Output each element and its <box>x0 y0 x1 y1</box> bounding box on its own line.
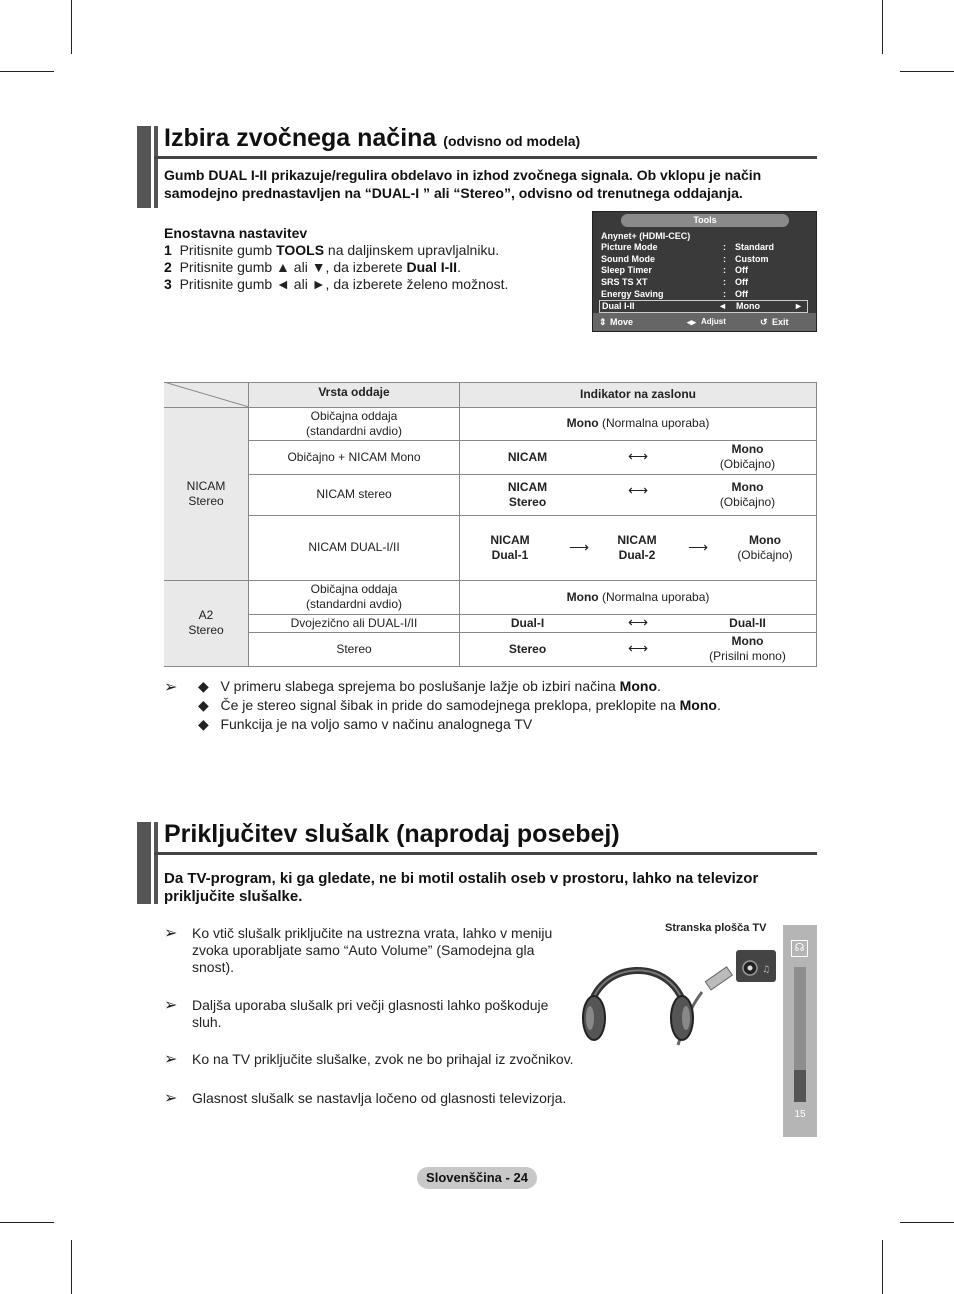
right-arrow-icon: ⟶ <box>688 539 709 555</box>
section-title-sound-mode: Izbira zvočnega načina (odvisno od modela) <box>164 124 581 152</box>
osd-footer: ⇕ Move ◂▸ Adjust ↺ Exit <box>593 313 816 331</box>
crop-mark <box>0 71 54 72</box>
indicator-value: Mono (Prisilni mono) <box>709 634 786 663</box>
table-row-type: Stereo <box>336 641 372 656</box>
step-item: 1 Pritisnite gumb TOOLS na daljinskem upravljalniku. <box>164 242 500 258</box>
section-rule <box>154 852 817 855</box>
note-item: Daljša uporaba slušalk pri večji glasnosti lahko poškoduje sluh. <box>192 997 549 1030</box>
indicator-value: Dual-I <box>510 615 545 630</box>
group-label-a2: A2 Stereo <box>188 608 224 637</box>
osd-row: Energy Saving : Off <box>601 289 748 299</box>
return-icon: ↺ <box>760 317 768 327</box>
volume-track <box>794 967 806 1102</box>
section-rule <box>154 156 817 159</box>
note-list <box>198 678 798 733</box>
note-item: Ko na TV priključite slušalke, zvok ne bo prihajal iz zvočnikov. <box>192 1051 574 1067</box>
section-title-headphones: Priključitev slušalk (naprodaj posebej) <box>164 820 620 848</box>
note-arrow-icon: ➢ <box>164 679 178 696</box>
note-item: ◆ V primeru slabega sprejema bo poslušanje lažje ob izbiri načina Mono. <box>198 678 661 694</box>
section-bar <box>154 822 158 904</box>
diamond-bullet-icon: ◆ <box>198 716 209 732</box>
steps-title: Enostavna nastavitev <box>164 225 308 241</box>
table-row-indicator: Mono (Normalna uporaba) <box>566 416 710 430</box>
double-arrow-icon: ⟷ <box>628 640 649 656</box>
indicator-value: Stereo <box>508 641 547 656</box>
osd-row: Sound Mode : Custom <box>601 254 769 264</box>
crop-mark <box>900 1222 954 1223</box>
note-item: ◆ Če je stereo signal šibak in pride do samodejnega preklopa, preklopite na Mono. <box>198 697 721 713</box>
section-bar <box>137 126 151 208</box>
note-arrow-icon: ➢ <box>164 1051 178 1068</box>
adjust-icon: ◂▸ <box>687 317 697 327</box>
note-item: Ko vtič slušalk priključite na ustrezna vrata, lahko v meniju zvoka uporabljate samo “Auto Volume” (Samodejna gla snost). <box>192 925 553 975</box>
diamond-bullet-icon: ◆ <box>198 697 209 713</box>
osd-row: Sleep Timer : Off <box>601 265 748 275</box>
indicator-value: NICAM Dual-2 <box>617 532 657 562</box>
header-broadcast-type: Vrsta oddaje <box>318 384 390 399</box>
indicator-value: Mono (Običajno) <box>719 479 776 509</box>
volume-fill <box>794 1070 806 1102</box>
table-row-type: NICAM stereo <box>316 487 392 501</box>
indicator-value: NICAM Stereo <box>507 479 548 509</box>
headphone-icon: ☊ <box>791 940 808 957</box>
osd-row-dual-selected[interactable]: Dual I-II ◄ Mono ► <box>599 300 808 313</box>
volume-value: 15 <box>794 1109 806 1120</box>
double-arrow-icon: ⟷ <box>628 614 649 630</box>
svg-text:♫: ♫ <box>762 965 771 975</box>
section-intro: Da TV-program, ki ga gledate, ne bi motil ostalih oseb v prostoru, lahko na televizor priključite slušalke. <box>164 870 759 905</box>
section-intro: Gumb DUAL I-II prikazuje/regulira obdelavo in izhod zvočnega signala. Ob vklopu je način samodejno prednastavljen na “DUAL-I ” ali “Stereo”, odvisno od trenutnega oddajanja. <box>164 167 762 201</box>
note-arrow-icon: ➢ <box>164 997 178 1014</box>
section-bar <box>154 126 158 208</box>
step-item: 3 Pritisnite gumb ◄ ali ►, da izberete želeno možnost. <box>164 276 509 292</box>
note-arrow-icon: ➢ <box>164 925 178 942</box>
note-item: Glasnost slušalk se nastavlja ločeno od glasnosti televizorja. <box>192 1090 567 1106</box>
crop-mark <box>900 71 954 72</box>
step-item: 2 Pritisnite gumb ▲ ali ▼, da izberete Dual I-II. <box>164 259 461 275</box>
indicator-value: Mono (Običajno) <box>719 442 776 471</box>
double-arrow-icon: ⟷ <box>628 482 649 498</box>
crop-mark <box>0 1222 54 1223</box>
crop-mark <box>882 1240 883 1294</box>
group-label-nicam: NICAM Stereo <box>186 478 226 508</box>
right-arrow-icon[interactable]: ► <box>794 301 803 311</box>
osd-tab-tools: Tools <box>621 214 789 227</box>
crop-mark <box>71 0 72 54</box>
osd-row: Picture Mode : Standard <box>601 242 775 252</box>
left-arrow-icon[interactable]: ◄ <box>718 301 727 311</box>
section-bar <box>137 822 151 904</box>
indicator-value: Mono (Običajno) <box>737 532 793 562</box>
table-row-type: Običajna oddaja (standardni avdio) <box>305 582 403 611</box>
move-icon: ⇕ <box>599 317 607 327</box>
crop-mark <box>882 0 883 54</box>
indicator-value: Dual-II <box>729 615 766 630</box>
volume-panel <box>783 925 817 1137</box>
header-indicator: Indikator na zaslonu <box>579 387 696 401</box>
header-diagonal <box>164 382 249 407</box>
headphones-illustration <box>578 940 778 1050</box>
page-footer: Slovenščina - 24 <box>417 1167 537 1189</box>
steps-list <box>164 225 584 293</box>
indicator-value: NICAM <box>507 449 548 464</box>
osd-row: SRS TS XT : Off <box>601 277 748 287</box>
table-row-type: Dvojezično ali DUAL-I/II <box>290 615 418 630</box>
table-row-type: Običajno + NICAM Mono <box>287 449 421 464</box>
diamond-bullet-icon: ◆ <box>198 678 209 694</box>
note-item: ◆ Funkcija je na voljo samo v načinu analognega TV <box>198 716 533 732</box>
right-arrow-icon: ⟶ <box>569 539 590 555</box>
diagram-label: Stranska plošča TV <box>665 922 767 934</box>
table-row-indicator: Mono (Normalna uporaba) <box>566 590 710 604</box>
note-arrow-icon: ➢ <box>164 1090 178 1107</box>
indicator-value: NICAM Dual-1 <box>490 532 530 562</box>
tools-osd-menu <box>592 211 817 332</box>
osd-row: Anynet+ (HDMI-CEC) <box>601 231 691 241</box>
table-row-type: Običajna oddaja (standardni avdio) <box>305 408 403 438</box>
crop-mark <box>71 1240 72 1294</box>
table-row-type: NICAM DUAL-I/II <box>308 540 400 554</box>
double-arrow-icon: ⟷ <box>628 448 649 464</box>
